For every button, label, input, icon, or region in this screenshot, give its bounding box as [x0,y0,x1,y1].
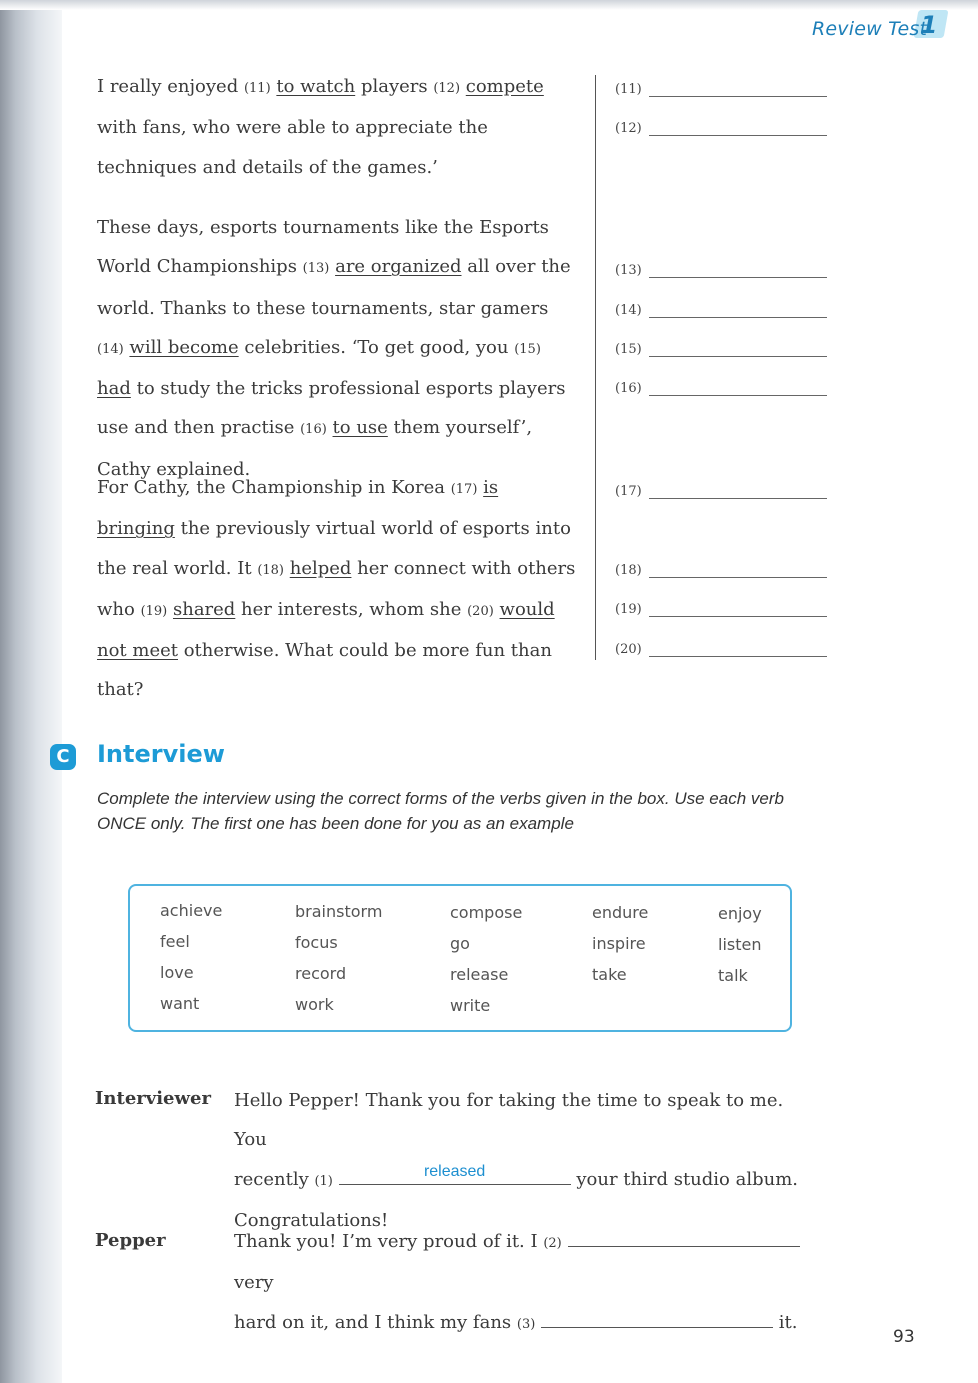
answer-label: (20) [615,642,642,657]
text: them yourself’, Cathy explained. [97,417,533,480]
speaker-pepper: Pepper [95,1230,166,1251]
text: Thank you! I’m very proud of it. I [234,1231,544,1252]
section-instructions: Complete the interview using the correct forms of the verbs given in the box. Use each verb ONCE only. The first one has been done for you as an example [97,789,784,833]
text: to study the tricks professional esports players use and then practise [97,378,566,439]
section-title: Interview [97,740,225,768]
text: her interests, whom she [235,598,468,620]
item-number: (15) [514,341,541,357]
verb-item: achieve [160,901,223,920]
verb-item: brainstorm [295,902,383,921]
answer-label: (19) [615,602,642,617]
underlined-phrase: compete [465,76,544,97]
verb-item: listen [718,935,762,954]
answer-line-14[interactable] [615,301,827,321]
verb-item: want [160,994,200,1013]
answer-label: (15) [615,342,642,357]
item-number: (16) [300,422,327,438]
text: I really enjoyed [97,76,244,97]
text: recently [234,1168,315,1190]
answer-blank-3[interactable] [541,1309,773,1328]
underlined-phrase: are organized [335,256,462,278]
text: otherwise. What could be more fun than that? [97,640,552,701]
answer-line-12[interactable] [615,119,827,139]
verb-item: inspire [592,934,646,953]
dialog-line: Congratulations! [234,1209,389,1231]
answer-line-19[interactable] [615,600,827,620]
answer-line-15[interactable] [615,340,827,360]
answer-label: (16) [615,381,642,396]
text: all over the world. Thanks to these tournaments, star gamers [97,256,571,319]
answer-label: (13) [615,263,642,278]
dialog-line: Hello Pepper! Thank you for taking the time to speak to me. You [234,1090,784,1151]
item-number: (1) [314,1173,333,1189]
text: your third studio album. [570,1168,798,1190]
verb-item: record [295,964,347,983]
column-divider [595,75,596,660]
underlined-phrase: will become [129,336,239,358]
text: it. [773,1311,798,1333]
answer-line-13[interactable] [615,261,827,281]
pepper-turn [234,1222,814,1344]
verb-item: focus [295,933,338,952]
item-number: (17) [450,482,478,497]
item-number: (13) [302,261,330,277]
passage-paragraph-1 [97,67,577,187]
verb-item: take [592,965,627,984]
answer-line-18[interactable] [615,561,827,581]
verb-item: love [160,963,194,982]
answer-label: (12) [615,121,642,136]
verb-item: endure [592,903,649,922]
speaker-interviewer: Interviewer [95,1088,211,1109]
dialog-line [234,1222,814,1303]
underlined-phrase: shared [172,598,236,620]
answer-label: (11) [615,82,642,97]
answer-line-17[interactable] [615,482,827,502]
review-test-number: 1 [912,8,946,42]
answer-line-16[interactable] [615,379,827,399]
verb-item: feel [160,932,190,951]
underlined-phrase: had [97,378,131,400]
text: very [234,1272,274,1294]
item-number: (14) [97,341,124,357]
answer-blank-2[interactable] [568,1228,800,1247]
verb-item: talk [718,966,748,985]
text: the previously virtual world of esports into the real world. It [97,518,571,579]
text: For Cathy, the Championship in Korea [97,477,451,498]
answer-label: (18) [615,563,642,578]
item-number: (12) [433,81,461,96]
book-spine-shadow [0,0,62,1383]
item-number: (3) [516,1316,536,1332]
page-number: 93 [893,1327,915,1347]
underlined-phrase: to watch [276,76,356,97]
verb-item: go [450,934,470,953]
answer-line-11[interactable] [615,80,827,100]
answer-blank-1[interactable] [339,1162,571,1185]
verb-item: enjoy [718,904,762,923]
answer-label: (17) [615,484,642,499]
text: hard on it, and I think my fans [234,1311,517,1333]
verb-item: compose [450,903,523,922]
text: her connect with others who [97,557,576,620]
verb-item: release [450,965,509,984]
section-letter-badge: C [50,744,76,770]
page-top-shadow [0,0,978,10]
item-number: (2) [543,1236,562,1251]
underlined-phrase: to use [332,417,388,439]
dialog-line [234,1160,814,1201]
underlined-phrase: helped [289,557,352,579]
verb-item: write [450,996,491,1015]
interviewer-turn [234,1081,814,1240]
passage-paragraph-3 [97,468,577,710]
underlined-phrase: is bringing [97,477,499,540]
text: with fans, who were able to appreciate the techniques and details of the games.’ [97,117,488,178]
text: celebrities. ‘To get good, you [238,336,515,358]
answer-line-20[interactable] [615,640,827,660]
text: These days, esports tournaments like the Esports World Championships [97,217,549,278]
item-number: (19) [140,603,168,619]
item-number: (11) [243,81,271,96]
review-test-title: Review Test [812,18,928,40]
filled-answer: released [423,1162,486,1180]
item-number: (20) [467,603,494,619]
verb-item: work [295,995,334,1014]
passage-paragraph-2 [97,208,577,489]
item-number: (18) [257,562,284,578]
underlined-phrase: would not meet [97,598,555,662]
dialog-line [234,1303,814,1344]
answer-label: (14) [615,303,642,318]
text: players [355,76,434,97]
